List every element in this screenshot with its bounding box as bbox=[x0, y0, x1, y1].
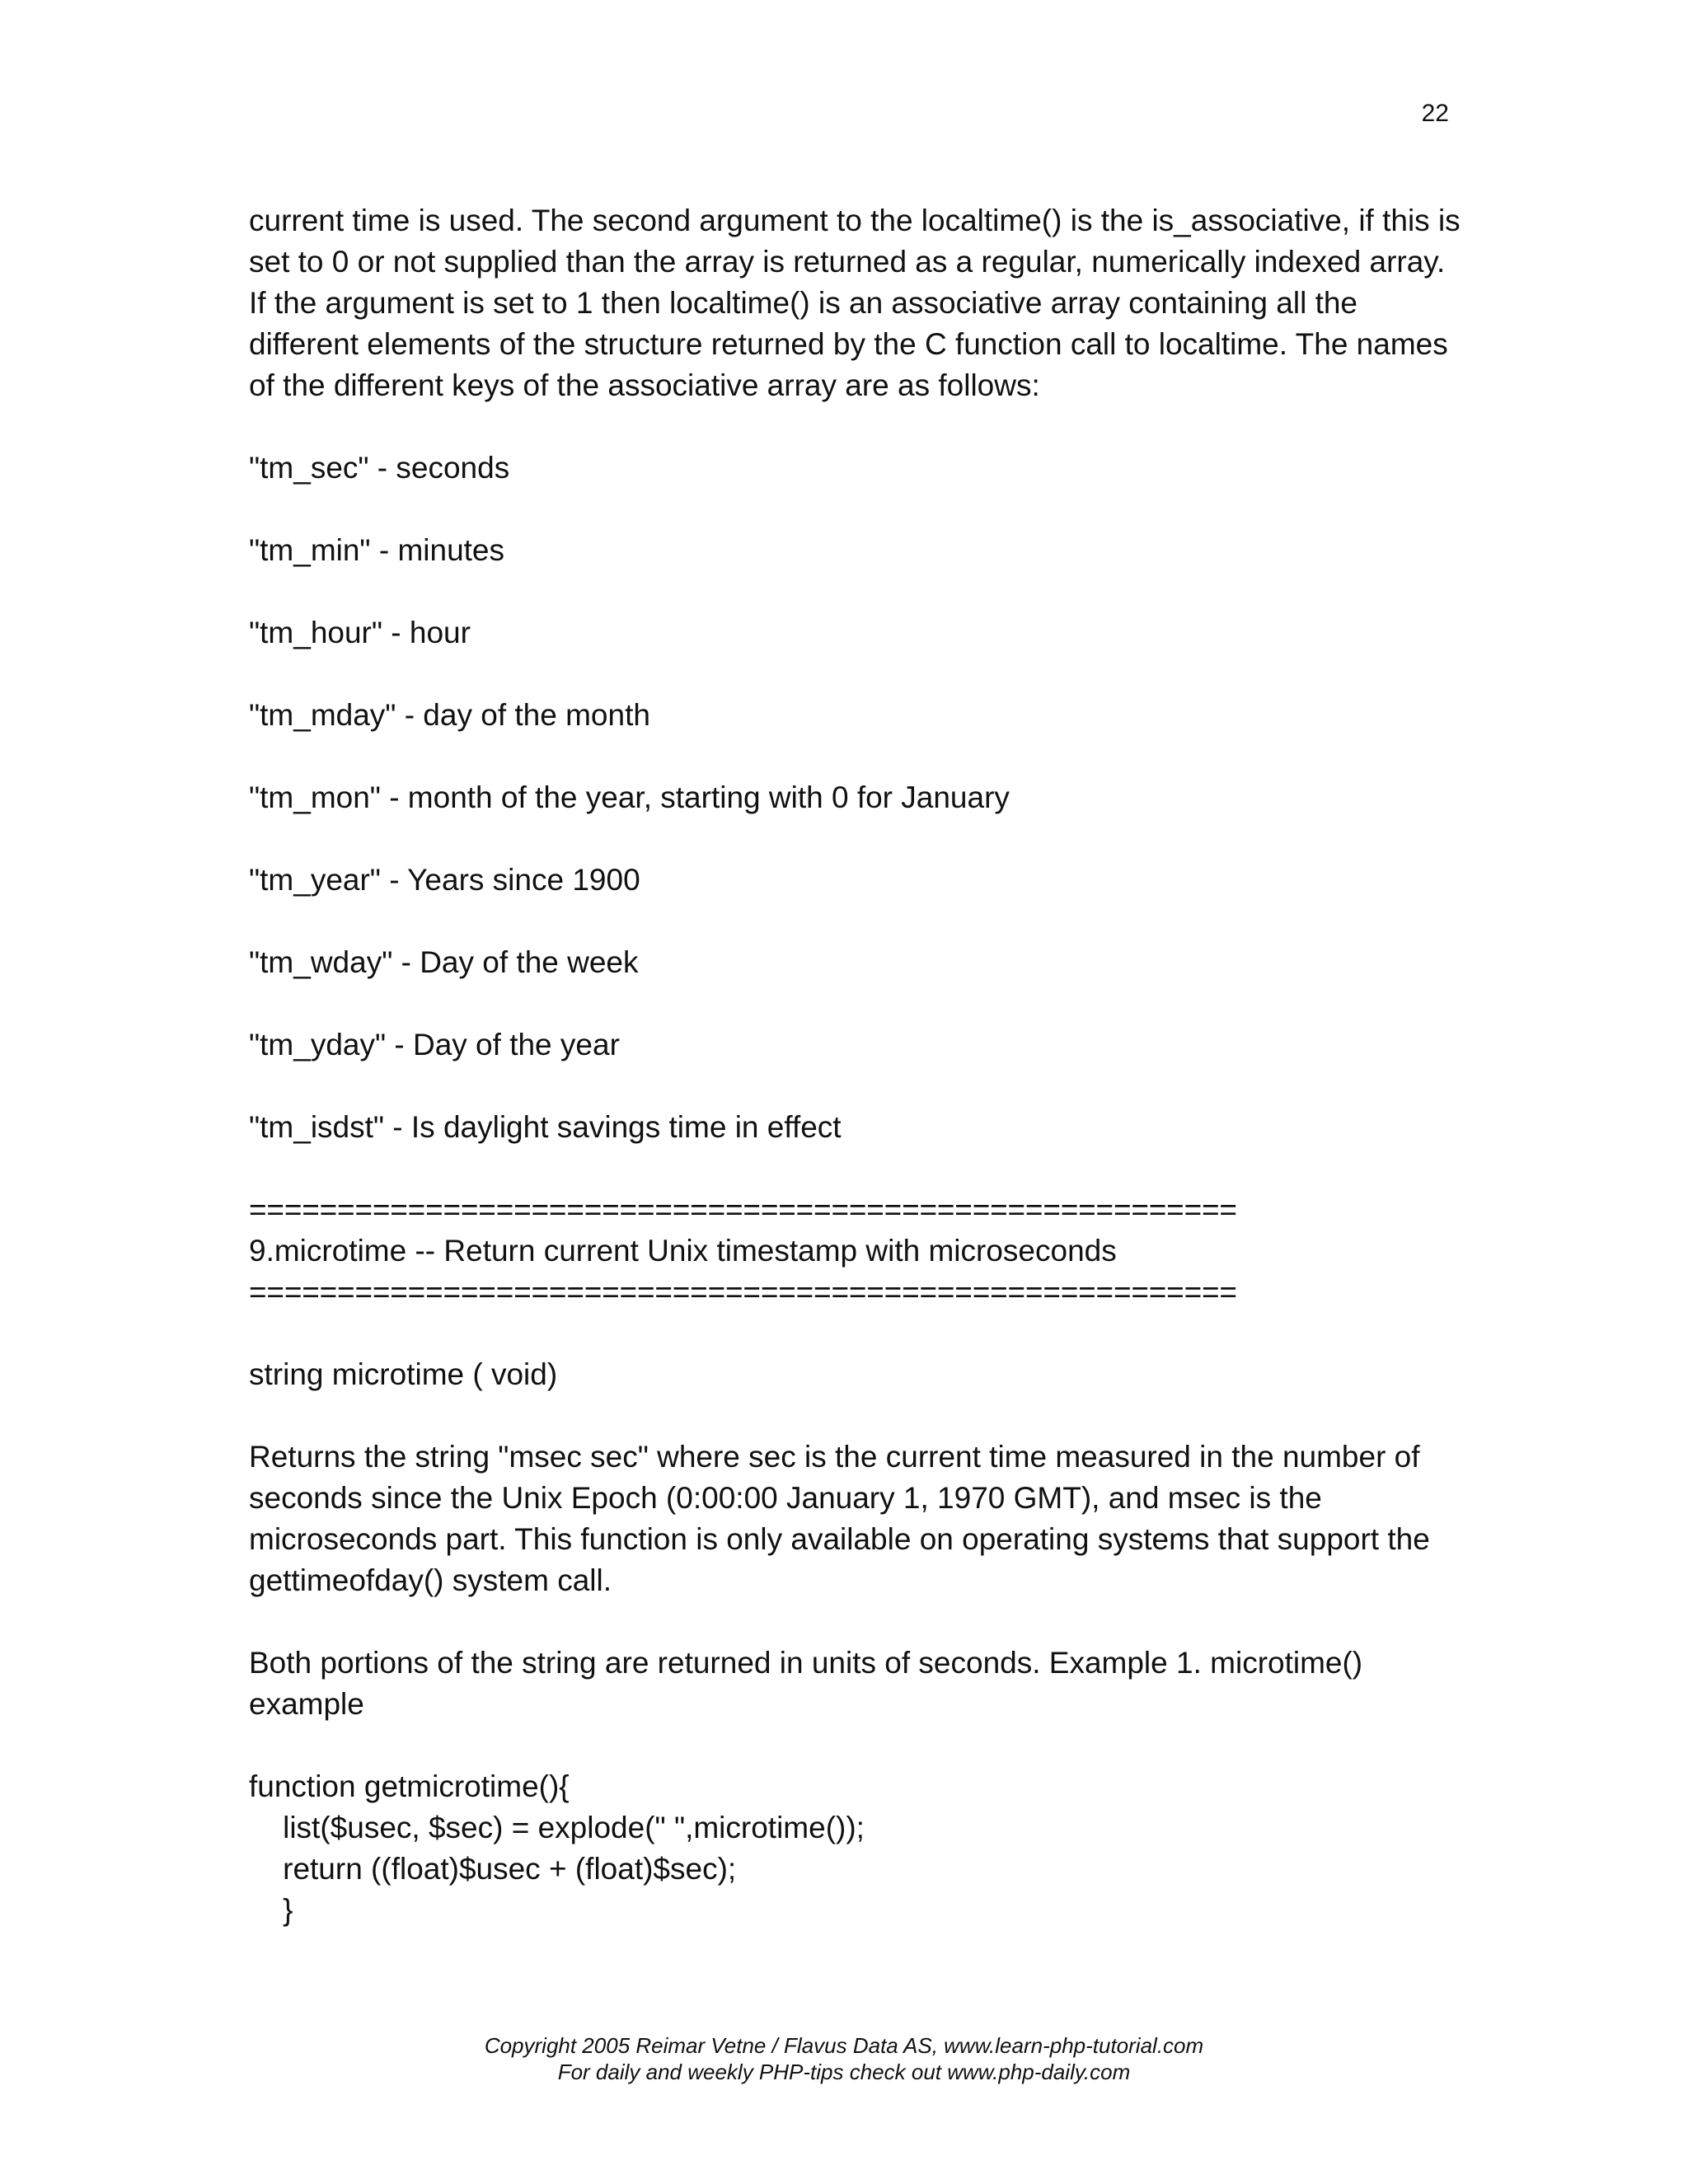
code-example bbox=[249, 1766, 1461, 1931]
key-item: "tm_mon" - month of the year, starting with 0 for January bbox=[249, 780, 1010, 814]
function-signature: string microtime ( void) bbox=[249, 1357, 558, 1391]
section-title: 9.microtime -- Return current Unix timestamp with microseconds bbox=[249, 1234, 1117, 1268]
section-header bbox=[249, 1189, 1461, 1313]
page-content bbox=[249, 200, 1461, 1931]
code-line: return ((float)$usec + (float)$sec); bbox=[249, 1852, 737, 1886]
intro-paragraph: current time is used. The second argument to the localtime() is the is_associative, if this is set to 0 or not supplied than the array is returned as a regular, numerically indexed array. If the argument is set to 1 then localtime() is an associative array containing all the different elements of the structure returned by the C function call to localtime. The names of the different keys of the associative array are as follows: bbox=[249, 204, 1461, 402]
footer-copyright: Copyright 2005 Reimar Vetne / Flavus Data AS, www.learn-php-tutorial.com bbox=[484, 2033, 1204, 2058]
key-item: "tm_mday" - day of the month bbox=[249, 698, 650, 732]
key-item: "tm_year" - Years since 1900 bbox=[249, 863, 640, 897]
page-number: 22 bbox=[1421, 100, 1449, 127]
key-item: "tm_isdst" - Is daylight savings time in effect bbox=[249, 1110, 842, 1144]
portions-paragraph: Both portions of the string are returned in units of seconds. Example 1. microtime() example bbox=[249, 1646, 1363, 1721]
section-rule-top: ======================================================== bbox=[249, 1193, 1237, 1226]
section-rule-bottom: ======================================================== bbox=[249, 1275, 1237, 1309]
key-item: "tm_hour" - hour bbox=[249, 616, 471, 649]
key-item: "tm_sec" - seconds bbox=[249, 451, 510, 485]
code-line: list($usec, $sec) = explode(" ",microtime()); bbox=[249, 1811, 865, 1844]
key-item: "tm_wday" - Day of the week bbox=[249, 945, 639, 979]
code-line: } bbox=[249, 1893, 293, 1927]
page-footer bbox=[0, 2032, 1688, 2085]
description-paragraph: Returns the string "msec sec" where sec is the current time measured in the number of seconds since the Unix Epoch (0:00:00 January 1, 1970 GMT), and msec is the microseconds part. This function is only available on operating systems that support the gettimeofday() system call. bbox=[249, 1440, 1430, 1597]
code-line: function getmicrotime(){ bbox=[249, 1769, 570, 1803]
key-item: "tm_yday" - Day of the year bbox=[249, 1028, 620, 1062]
footer-tips: For daily and weekly PHP-tips check out www.php-daily.com bbox=[557, 2060, 1131, 2084]
key-item: "tm_min" - minutes bbox=[249, 533, 505, 567]
